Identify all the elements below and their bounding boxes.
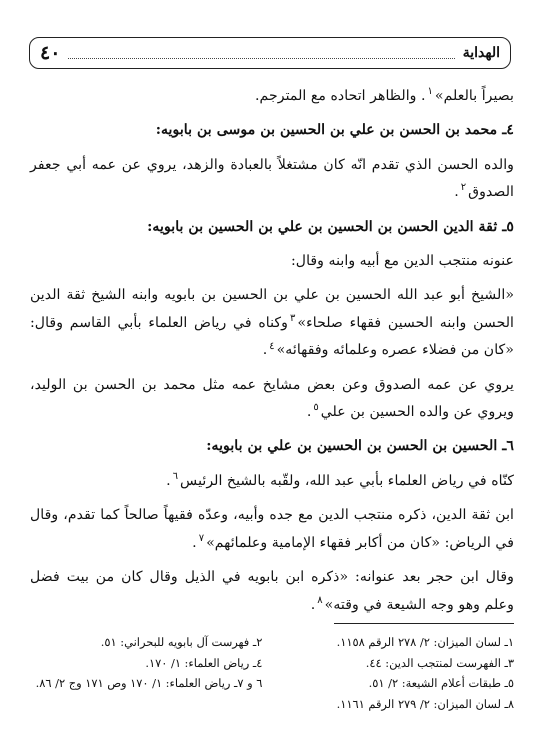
footnote-item: ٦ و ٧ـ رياض العلماء: ١/ ١٧٠ وص ١٧١ وج ٢/ ٨٦.: [35, 676, 263, 691]
header-dotted-leader: [68, 48, 454, 59]
footnote-row: [30, 653, 514, 674]
footnote-item: ٥ـ طبقات أعلام الشيعة: ٢/ ٥١.: [368, 676, 514, 691]
footnote-separator: [334, 623, 514, 624]
footnote-item: ٤ـ رياض العلماء: ١/ ١٧٠.: [145, 655, 263, 670]
footnote-ref: ٢: [460, 182, 467, 194]
footnote-ref: ٣: [290, 313, 296, 325]
footnotes: [30, 632, 514, 714]
paragraph: «الشيخ أبو عبد الله الحسين بن علي بن الحسين بن بابويه وابنه الشيخ ثقة الدين الحسن وابنه الحسين فقهاء صلحاء»$^٣$وكناه في رياض العلماء بأبي القاسم وقال: «كان من فضلاء عصره وعلمائه وفقهائه»$^٤$.: [30, 287, 514, 359]
entry-title: ٦ـ الحسين بن الحسن بن الحسين بن علي بن بابويه:: [206, 438, 514, 455]
footnote-ref: ٤: [269, 340, 275, 352]
footnote-item: ٣ـ الفهرست لمنتجب الدين: ٤٤.: [365, 655, 514, 670]
paragraph: بصيراً بالعلم»$^١$. والظاهر اتحاده مع المترجم.: [255, 86, 514, 104]
paragraph: كنّاه في رياض العلماء بأبي عبد الله، ولقّبه بالشيخ الرئيس$^٦$.: [166, 471, 514, 489]
entry-title: ٥ـ ثقة الدين الحسن بن الحسين بن علي بن الحسين بن بابويه:: [147, 218, 514, 235]
paragraph: وقال ابن حجر بعد عنوانه: «ذكره ابن بابويه في الذيل وقال كان من بيت فضل وعلم وهو وجه الشيعة في وقته»$^٨$.: [30, 569, 514, 613]
footnote-row: [30, 694, 514, 715]
footnote-ref: ٧: [198, 532, 205, 544]
page-number: ٤٠: [40, 42, 61, 64]
paragraph: عنونه منتجب الدين مع أبيه وابنه وقال:: [290, 253, 514, 270]
footnote-item: ١ـ لسان الميزان: ٢/ ٢٧٨ الرقم ١١٥٨.: [336, 635, 514, 649]
footnote-ref: ٥: [313, 402, 319, 414]
entry-title: ٤ـ محمد بن الحسن بن علي بن الحسين بن موسى بن بابويه:: [155, 122, 514, 139]
footnote-ref: ٦: [172, 471, 178, 483]
footnote-item: ٢ـ فهرست آل بابويه للبحراني: ٥١.: [100, 635, 263, 649]
running-title: الهداية: [462, 45, 500, 61]
paragraph: يروي عن عمه الصدوق وعن بعض مشايخ عمه مثل محمد بن الحسن بن الوليد، ويروي عن والده الحسين بن علي$^٥$.: [30, 376, 514, 421]
footnote-ref: ٨: [317, 594, 323, 606]
footnote-row: [30, 632, 514, 653]
footnote-ref: ١: [427, 86, 433, 98]
paragraph: ابن ثقة الدين، ذكره منتجب الدين مع جده وأبيه، وعدّه فقيهاً صالحاً كما تقدم، وقال في الرياض: «كان من أكابر فقهاء الإمامية وعلمائهم»$^٧$.: [30, 507, 514, 551]
footnote-row: [30, 673, 514, 694]
paragraph: والده الحسن الذي تقدم انّه كان مشتغلاً بالعبادة والزهد، يروي عن عمه أبي جعفر الصدوق$^٢$.: [30, 156, 514, 201]
main-text: [30, 83, 514, 619]
footnote-item: ٨ـ لسان الميزان: ٢/ ٢٧٩ الرقم ١١٦١.: [336, 696, 514, 711]
page-header: [29, 37, 511, 69]
